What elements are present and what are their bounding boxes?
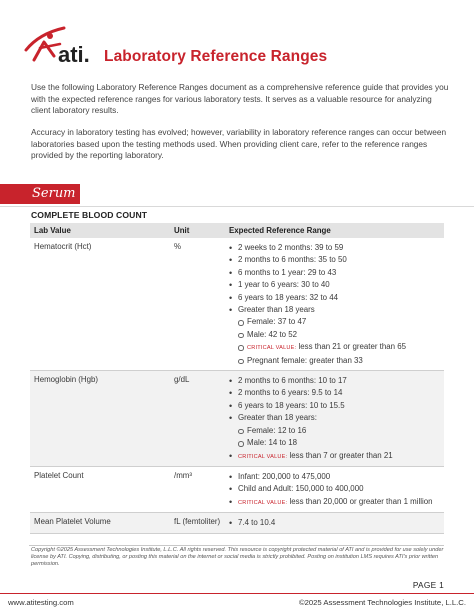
range-item: • Infant: 200,000 to 475,000 [229,471,440,483]
range-item: • 6 years to 18 years: 32 to 44 [229,292,440,304]
range-cell [225,513,444,533]
sub-range-item: Female: 12 to 16 [238,425,440,437]
footer-accent-line [0,593,474,594]
lab-value-cell: Hemoglobin (Hgb) [30,371,170,467]
table-row [30,238,444,371]
intro-paragraph-1: Use the following Laboratory Reference Ranges document as a comprehensive reference guide that provides you with the expected reference ranges for various laboratory tests. It serves as a valuable resource for analyzing client laboratory results. [31,82,449,116]
unit-cell: /mm³ [170,466,225,512]
header-lab-value: Lab Value [30,223,170,238]
lab-value-cell: Platelet Count [30,466,170,512]
header-range: Expected Reference Range [225,223,444,238]
website-link[interactable]: www.atitesting.com [8,598,74,607]
critical-value-label: CRITICAL VALUE: [247,345,297,352]
logo-wordmark: ati. [58,42,90,67]
range-item: • 7.4 to 10.4 [229,517,440,529]
range-item [229,496,440,509]
range-item: • 2 weeks to 2 months: 39 to 59 [229,242,440,254]
lab-value-cell: Mean Platelet Volume [30,513,170,533]
page-title: Laboratory Reference Ranges [104,48,328,65]
range-item: • 2 months to 6 years: 9.5 to 14 [229,387,440,399]
table-row [30,371,444,467]
section-label: Serum [32,186,76,201]
section-banner [0,184,80,204]
table-row [30,513,444,533]
range-cell [225,371,444,467]
unit-cell: % [170,238,225,371]
sub-range-item: Male: 14 to 18 [238,437,440,449]
range-item: • 2 months to 6 months: 10 to 17 [229,375,440,387]
range-cell [225,238,444,371]
range-item: • 6 years to 18 years: 10 to 15.5 [229,400,440,412]
critical-value-text: less than 7 or greater than 21 [287,450,393,460]
intro-paragraph-2: Accuracy in laboratory testing has evolved; however, variability in laboratory reference ranges can occur between laboratories based upon the testing methods used. When providing client care, refer to the reference ranges provided by the reporting laboratory. [31,127,447,161]
footer-copyright: ©2025 Assessment Technologies Institute, L.L.C. [298,598,466,607]
table-row [30,466,444,512]
critical-value-text: less than 20,000 or greater than 1 million [287,496,433,506]
page-number: PAGE 1 [412,580,444,590]
reference-table [30,223,444,534]
unit-cell: g/dL [170,371,225,467]
range-item [229,450,440,463]
sub-range-item: Female: 37 to 47 [238,316,440,328]
range-item: • 6 months to 1 year: 29 to 43 [229,267,440,279]
range-cell [225,466,444,512]
header-unit: Unit [170,223,225,238]
critical-value-text: less than 21 or greater than 65 [296,342,406,352]
range-item-text: Greater than 18 years: [238,413,317,423]
ati-logo [20,22,100,72]
sub-range-item: Pregnant female: greater than 33 [238,355,440,367]
table-title: COMPLETE BLOOD COUNT [31,210,148,220]
range-item: • 1 year to 6 years: 30 to 40 [229,279,440,291]
range-item: • 2 months to 6 months: 35 to 50 [229,254,440,266]
critical-value-label: CRITICAL VALUE: [238,453,288,460]
range-item [229,412,440,449]
range-item-text: Greater than 18 years [238,305,315,315]
unit-cell: fL (femtoliter) [170,513,225,533]
range-item [229,304,440,367]
footer-divider [29,545,444,546]
section-divider [0,206,474,207]
sub-range-item [238,341,440,354]
range-item: • Child and Adult: 150,000 to 400,000 [229,483,440,495]
critical-value-label: CRITICAL VALUE: [238,499,288,506]
sub-range-item: Male: 42 to 52 [238,329,440,341]
lab-value-cell: Hematocrit (Hct) [30,238,170,371]
table-header-row [30,223,444,238]
copyright-notice: Copyright ©2025 Assessment Technologies Institute, L.L.C. All rights reserved. This resource is copyright protected material of ATI and is provided for use solely under license by ATI. Copying, distributing, or posting this material on the internet or social media is strictly prohibited. Posting on institution LMS requires ATI's prior written permission. [31,547,444,568]
